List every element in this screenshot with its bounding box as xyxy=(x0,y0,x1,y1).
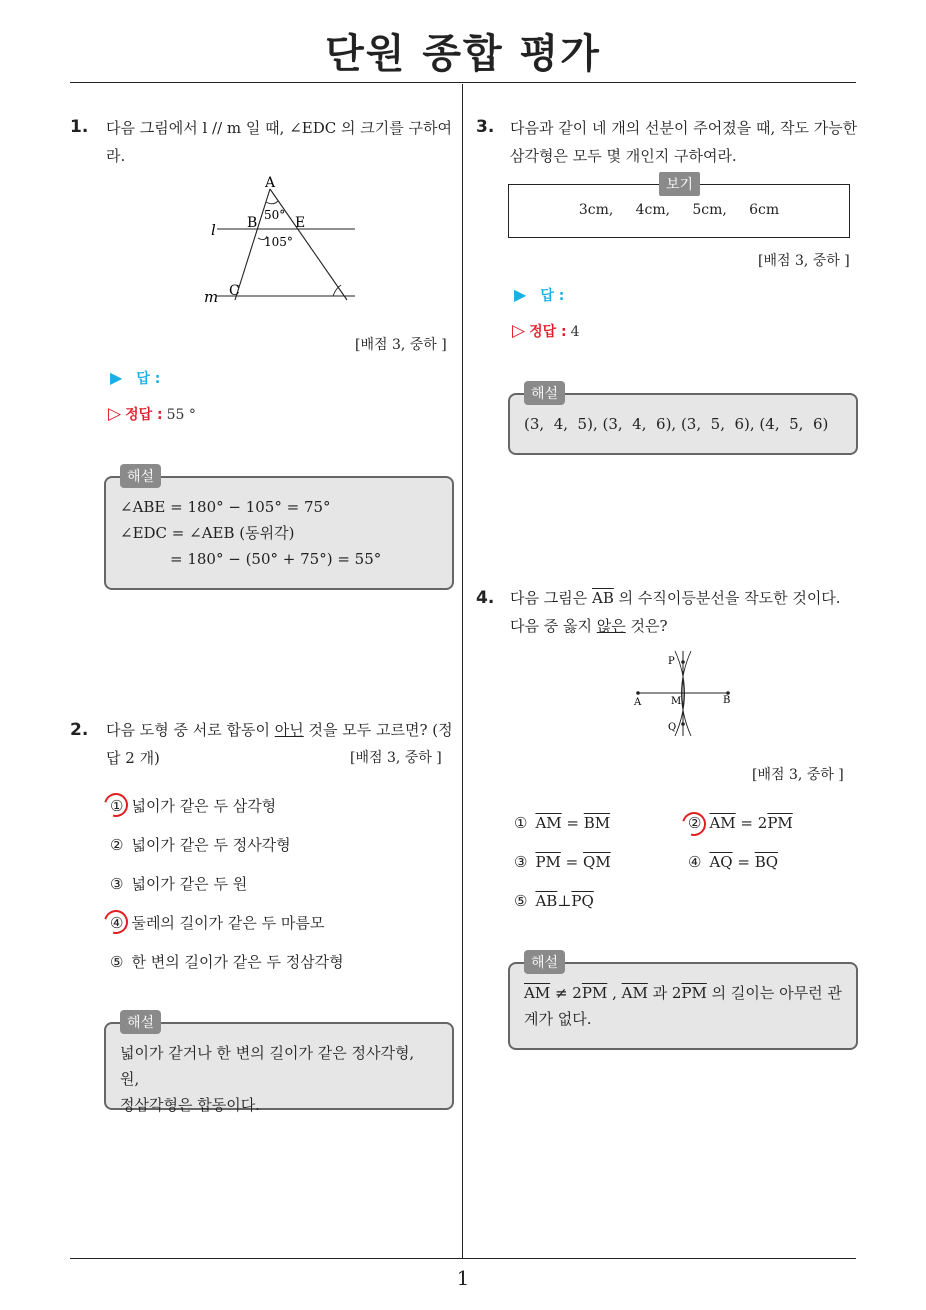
q1-correct xyxy=(108,404,196,424)
option-mark: ④ xyxy=(688,853,702,871)
option-right: $\overline{QM}$ xyxy=(583,853,611,871)
option-op: = xyxy=(561,814,584,832)
triangle-outline-icon: ▷ xyxy=(512,321,526,341)
option-mark: ④ xyxy=(110,914,124,932)
option-left: $\overline{AM}$ xyxy=(535,814,562,832)
q3-text-line1: 다음과 같이 네 개의 선분이 주어졌을 때, 작도 가능한 xyxy=(510,119,858,137)
q3-correct-value: 4 xyxy=(570,324,580,340)
q4-expl-line1 xyxy=(524,980,842,1006)
red-answer-circle-icon xyxy=(678,808,711,841)
q4-option-4[interactable] xyxy=(688,853,778,871)
point-A xyxy=(636,691,640,695)
option-op: = xyxy=(560,853,584,871)
label-B: B xyxy=(247,215,258,231)
expl-seg: 의 길이는 아무런 관 xyxy=(706,984,842,1002)
option-left: $\overline{AM}$ xyxy=(709,814,736,832)
q1-text-line2: 라. xyxy=(106,147,126,165)
q2-expl-tag: 해설 xyxy=(120,1010,161,1034)
play-icon: ▶ xyxy=(110,368,123,387)
option-op: = xyxy=(732,853,755,871)
q3-bogi-tag: 보기 xyxy=(659,172,700,196)
option-text: 둘레의 길이가 같은 두 마름모 xyxy=(131,914,325,932)
q4-text-a: 다음 그림은 xyxy=(510,589,592,607)
top-rule xyxy=(70,82,856,83)
q1-figure xyxy=(195,172,365,307)
q1-text-line1: 다음 그림에서 l // m 일 때, ∠EDC 의 크기를 구하여 xyxy=(106,119,452,137)
angle-arc-A xyxy=(266,201,278,204)
q4-text2-b: 것은? xyxy=(625,617,668,635)
label-l: l xyxy=(211,221,216,239)
option-mark: ① xyxy=(514,814,528,832)
label-E: E xyxy=(295,215,306,231)
q2-text-line1 xyxy=(106,716,456,744)
play-icon: ▶ xyxy=(514,285,527,304)
q2-explanation xyxy=(104,1022,454,1114)
q1-answer-label: 답 : xyxy=(136,371,161,387)
red-answer-circle-icon xyxy=(100,906,133,939)
option-left: $\overline{AB}$ xyxy=(535,892,558,910)
expl-seg: $\overline{PM}$ xyxy=(681,984,707,1002)
option-text: 넓이가 같은 두 정사각형 xyxy=(131,836,291,854)
option-right: $\overline{BM}$ xyxy=(583,814,611,832)
option-text: 한 변의 길이가 같은 두 정삼각형 xyxy=(131,953,344,971)
red-answer-circle-icon xyxy=(100,789,133,822)
page-number: 1 xyxy=(456,1266,470,1290)
q4-text2-a: 다음 중 옳지 xyxy=(510,617,597,635)
q3-meta: [배점 3, 중하 ] xyxy=(758,253,850,269)
option-mark: ② xyxy=(110,836,124,854)
q1-correct-label: 정답 : xyxy=(125,407,163,423)
option-text: 넓이가 같은 두 원 xyxy=(131,875,248,893)
q2-text-underlined: 아닌 xyxy=(274,721,304,739)
q1-text xyxy=(106,114,456,170)
option-left: $\overline{AQ}$ xyxy=(709,853,733,871)
option-mark: ① xyxy=(110,797,124,815)
q2-text-line2: 답 2 개) xyxy=(106,749,160,767)
option-op: = 2 xyxy=(735,814,768,832)
q2-option-5[interactable] xyxy=(110,951,344,972)
q2-option-3[interactable] xyxy=(110,873,247,894)
q3-bogi-box: 3cm, 4cm, 5cm, 6cm xyxy=(508,184,850,238)
q2-number: 2. xyxy=(70,720,89,740)
q1-expl-line2: ∠EDC = ∠AEB (동위각) xyxy=(120,524,295,542)
q3-number: 3. xyxy=(476,117,495,137)
option-left: $\overline{PM}$ xyxy=(535,853,561,871)
option-mark: ③ xyxy=(514,853,528,871)
q1-expl-tag: 해설 xyxy=(120,464,161,488)
expl-seg: $\overline{PM}$ xyxy=(581,984,608,1002)
q2-text-a: 다음 도형 중 서로 합동이 xyxy=(106,721,275,739)
q4-text xyxy=(510,584,862,640)
expl-seg: $\overline{AM}$ xyxy=(621,984,648,1002)
option-text: 넓이가 같은 두 삼각형 xyxy=(131,797,277,815)
q4-text2-underlined: 않은 xyxy=(596,617,626,635)
q3-answer xyxy=(514,285,564,305)
q1-answer xyxy=(110,368,160,388)
q4-option-1[interactable] xyxy=(514,814,610,832)
q3-text-line2: 삼각형은 모두 몇 개인지 구하여라. xyxy=(510,147,737,165)
q3-answer-label: 답 : xyxy=(540,288,565,304)
label-P: P xyxy=(668,656,675,667)
q4-text-ab: $\overline{AB}$ xyxy=(592,589,614,607)
q4-explanation xyxy=(508,962,858,1050)
label-50: 50° xyxy=(264,208,286,222)
q3-expl-tag: 해설 xyxy=(524,381,565,405)
option-mark: ⑤ xyxy=(110,953,124,971)
q1-expl-line1: ∠ABE = 180° − 105° = 75° xyxy=(120,498,331,516)
q3-explanation: (3, 4, 5), (3, 4, 6), (3, 5, 6), (4, 5, 6) xyxy=(508,393,858,455)
q4-figure xyxy=(630,648,740,743)
q2-text-b: 것을 모두 고르면? (정 xyxy=(303,721,453,739)
option-mark: ② xyxy=(688,814,702,832)
q4-text-line2 xyxy=(510,612,862,640)
page-title: 단원 종합 평가 xyxy=(325,31,601,77)
q4-text-line1 xyxy=(510,584,862,612)
q3-correct-label: 정답 : xyxy=(529,324,567,340)
q4-meta: [배점 3, 중하 ] xyxy=(752,767,844,783)
q1-explanation xyxy=(104,476,454,590)
q3-correct xyxy=(512,321,580,341)
q2-expl-line1: 넓이가 같거나 한 변의 길이가 같은 정사각형, 원, xyxy=(120,1044,415,1088)
q1-meta: [배점 3, 중하 ] xyxy=(355,337,447,353)
expl-seg: $\overline{AM}$ xyxy=(524,984,551,1002)
label-A: A xyxy=(265,175,276,191)
label-B: B xyxy=(723,695,731,706)
q1-correct-value: 55 ° xyxy=(166,407,196,423)
option-right: $\overline{BQ}$ xyxy=(754,853,779,871)
triangle-outline-icon: ▷ xyxy=(108,404,122,424)
q2-option-2[interactable] xyxy=(110,834,291,855)
q2-meta: [배점 3, 중하 ] xyxy=(350,750,442,766)
bottom-rule xyxy=(70,1258,856,1259)
q4-option-5[interactable] xyxy=(514,892,594,910)
label-A: A xyxy=(634,697,642,708)
q4-option-3[interactable] xyxy=(514,853,611,871)
column-divider xyxy=(462,84,463,1258)
label-Q: Q xyxy=(668,722,677,733)
q4-text-b: 의 수직이등분선을 작도한 것이다. xyxy=(613,589,841,607)
q2-option-1[interactable] xyxy=(110,795,276,816)
option-mark: ⑤ xyxy=(514,892,528,910)
expl-seg: ≠ 2 xyxy=(550,984,582,1002)
q2-option-4[interactable] xyxy=(110,912,324,933)
label-M: M xyxy=(671,696,682,707)
label-C: C xyxy=(229,283,240,299)
q1-expl-line3: = 180° − (50° + 75°) = 55° xyxy=(170,550,382,568)
expl-seg: 과 2 xyxy=(647,984,682,1002)
q4-expl-tag: 해설 xyxy=(524,950,565,974)
q4-number: 4. xyxy=(476,588,495,608)
option-mark: ③ xyxy=(110,875,124,893)
expl-seg: , xyxy=(607,984,622,1002)
option-right: $\overline{PM}$ xyxy=(767,814,793,832)
q3-text xyxy=(510,114,860,170)
option-right: $\overline{PQ}$ xyxy=(571,892,594,910)
q4-expl-line2: 계가 없다. xyxy=(524,1010,592,1028)
q2-expl-line2: 정삼각형은 합동이다. xyxy=(120,1096,260,1114)
label-m: m xyxy=(204,288,219,306)
q1-number: 1. xyxy=(70,117,89,137)
label-105: 105° xyxy=(264,235,293,249)
option-op: ⊥ xyxy=(557,892,572,910)
